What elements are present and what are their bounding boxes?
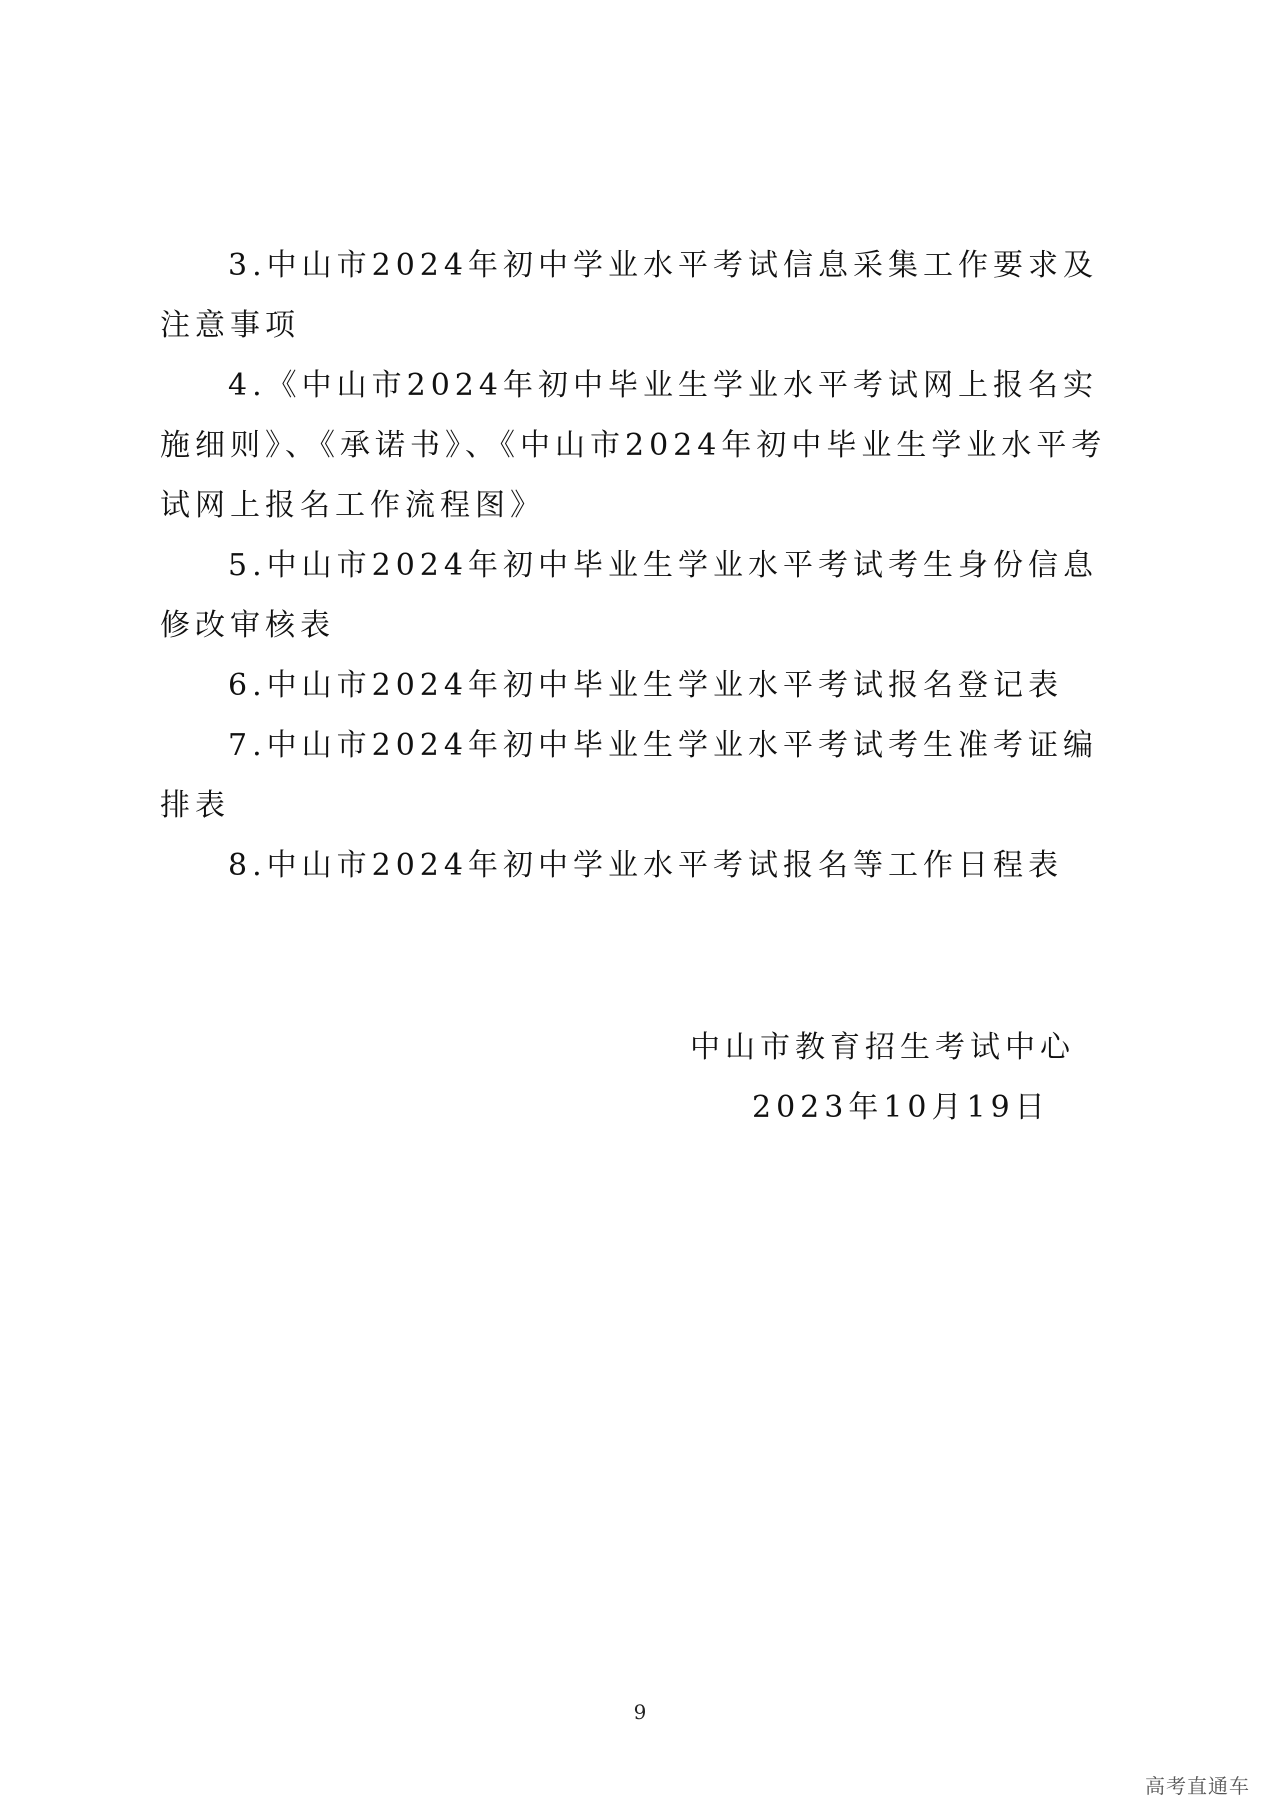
attachment-item-4: 4.《中山市2024年初中毕业生学业水平考试网上报名实施细则》、《承诺书》、《中山市2024年初中毕业生学业水平考试网上报名工作流程图》 <box>160 368 1107 523</box>
attachment-item-7: 7.中山市2024年初中毕业生学业水平考试考生准考证编排表 <box>160 728 1098 823</box>
watermark-text: 高考直通车 <box>1145 1774 1250 1798</box>
attachment-list <box>160 236 1128 896</box>
issuing-organization: 中山市教育招生考试中心 <box>690 1030 1075 1065</box>
issue-date: 2023年10月19日 <box>752 1090 1050 1125</box>
attachment-item-8: 8.中山市2024年初中学业水平考试报名等工作日程表 <box>228 848 1063 883</box>
signature-block <box>690 1018 1110 1138</box>
page-number: 9 <box>633 1700 647 1724</box>
attachment-item-5: 5.中山市2024年初中毕业生学业水平考试考生身份信息修改审核表 <box>160 548 1098 643</box>
attachment-item-3: 3.中山市2024年初中学业水平考试信息采集工作要求及注意事项 <box>160 248 1098 343</box>
attachment-item-6: 6.中山市2024年初中毕业生学业水平考试报名登记表 <box>228 668 1063 703</box>
